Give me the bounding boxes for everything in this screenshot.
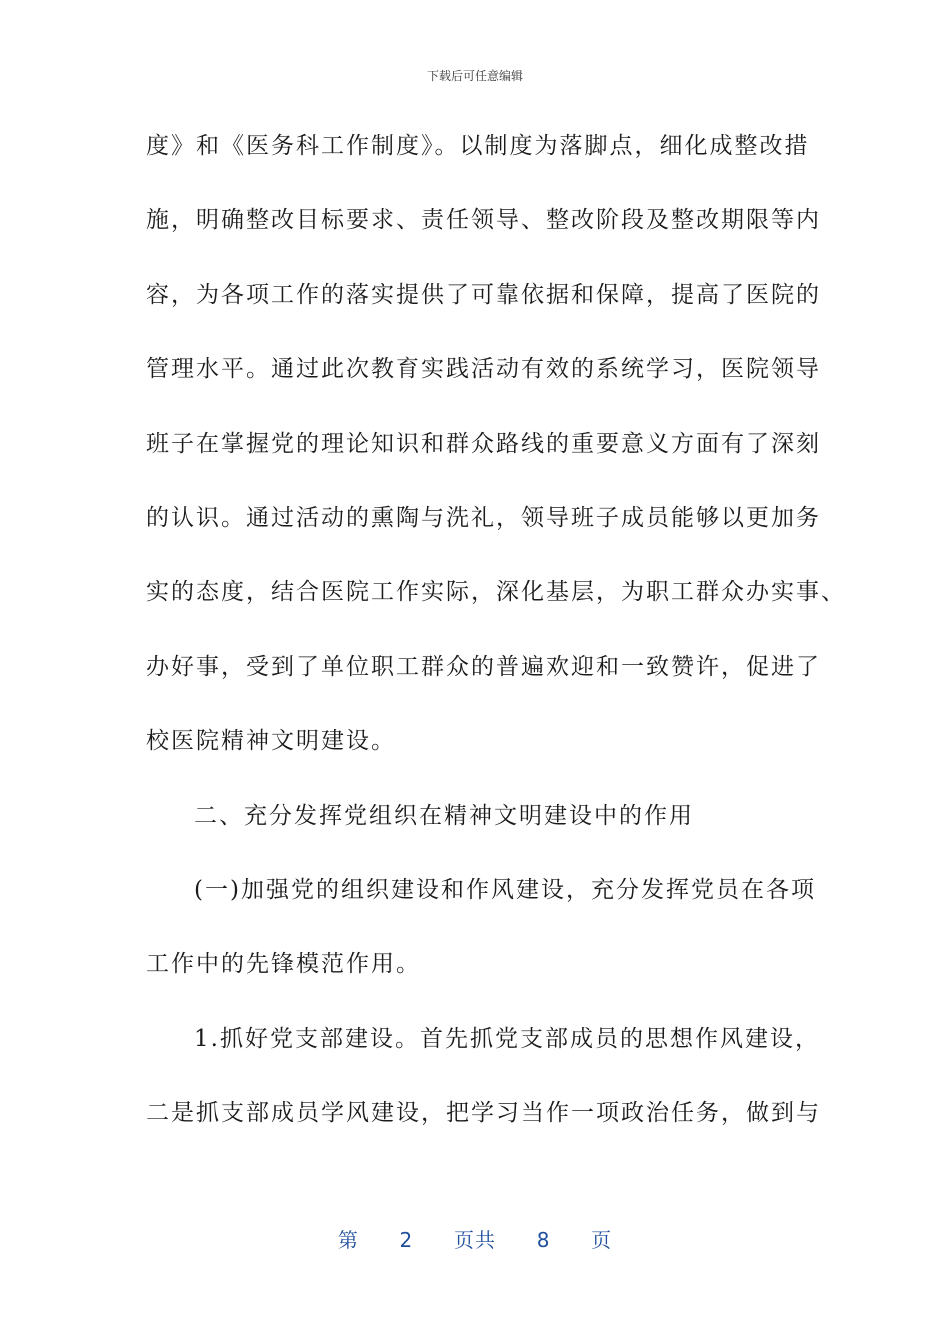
body-line: 容，为各项工作的落实提供了可靠依据和保障，提高了医院的 — [146, 281, 821, 308]
body-line: 施，明确整改目标要求、责任领导、整改阶段及整改期限等内 — [146, 207, 821, 234]
section-heading: 二、充分发挥党组织在精神文明建设中的作用 — [194, 802, 694, 829]
numbered-item: 1.抓好党支部建设。首先抓党支部成员的思想作风建设， — [194, 1025, 820, 1052]
body-line: 办好事，受到了单位职工群众的普遍欢迎和一致赞许，促进了 — [146, 653, 821, 680]
subsection-heading: (一)加强党的组织建设和作风建设，充分发挥党员在各项 — [194, 876, 816, 903]
body-line: 的认识。通过活动的熏陶与洗礼，领导班子成员能够以更加务 — [146, 504, 821, 531]
document-body — [146, 126, 846, 1167]
current-page-number: 2 — [399, 1228, 414, 1252]
body-line: 工作中的先锋模范作用。 — [146, 951, 421, 978]
body-line: 管理水平。通过此次教育实践活动有效的系统学习，医院领导 — [146, 356, 821, 383]
footer-middle: 页共 — [454, 1228, 496, 1252]
footer-suffix: 页 — [591, 1228, 613, 1252]
body-line: 班子在掌握党的理论知识和群众路线的重要意义方面有了深刻 — [146, 430, 821, 457]
body-line: 二是抓支部成员学风建设，把学习当作一项政治任务，做到与 — [146, 1100, 821, 1127]
body-line: 校医院精神文明建设。 — [146, 728, 396, 755]
page-footer — [0, 1224, 950, 1253]
footer-prefix: 第 — [337, 1228, 359, 1252]
body-line: 实的态度，结合医院工作实际，深化基层，为职工群众办实事、 — [146, 579, 846, 606]
total-pages-number: 8 — [536, 1228, 551, 1252]
body-line: 度》和《医务科工作制度》。以制度为落脚点，细化成整改措 — [146, 133, 810, 159]
header-note: 下载后可任意编辑 — [426, 69, 523, 83]
